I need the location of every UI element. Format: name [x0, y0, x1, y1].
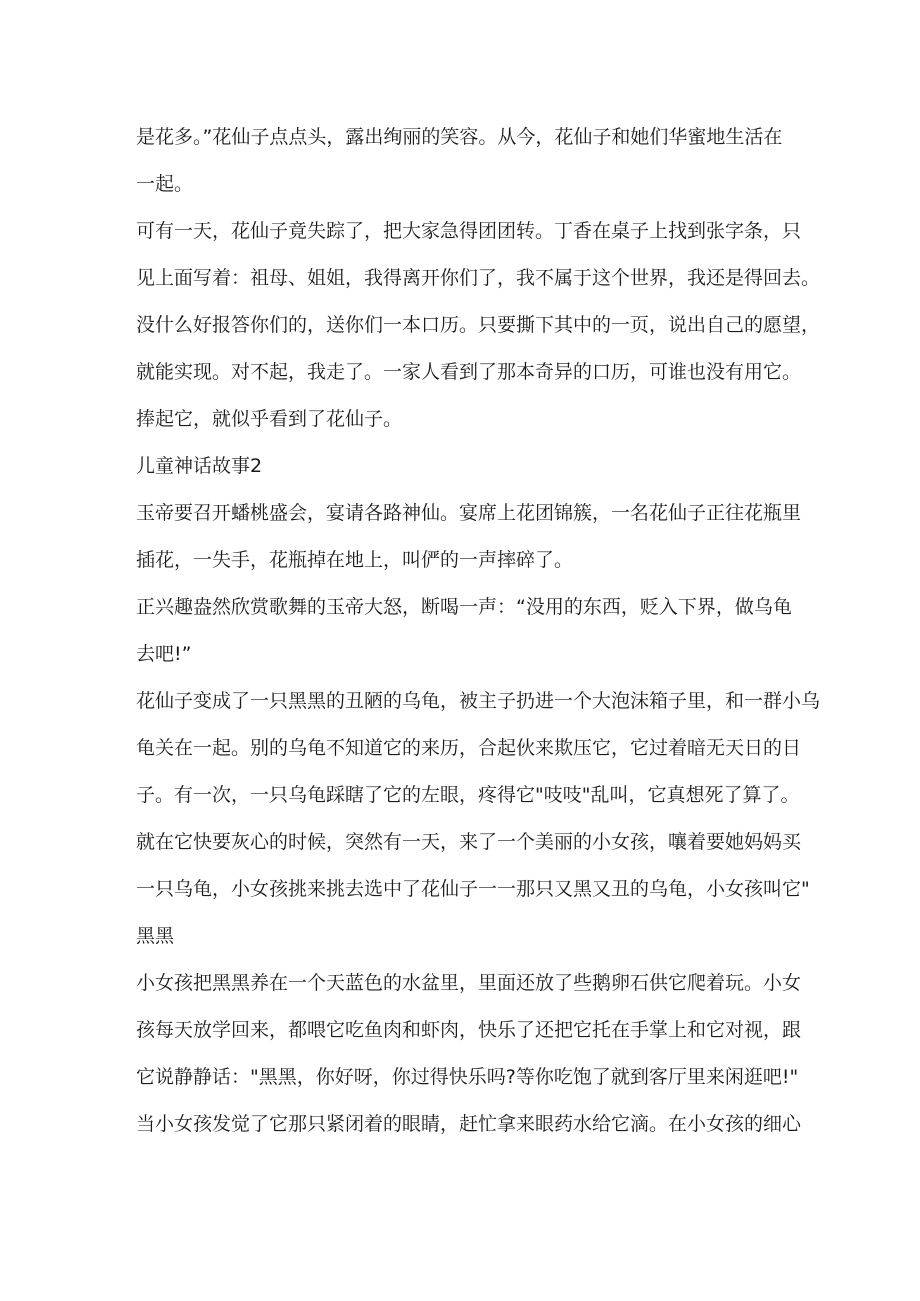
text-line: 捧起它，就似乎看到了花仙子。 — [136, 408, 403, 430]
text-line: 见上面写着：祖母、姐姐，我得离开你们了，我不属于这个世界，我还是得回去。 — [136, 267, 821, 289]
text-line: 插花，一失手，花瓶掉在地上，叫俨的一声摔碎了。 — [136, 549, 574, 571]
text-line: 一起。 — [136, 173, 194, 195]
text-line: 没什么好报答你们的，送你们一本口历。只要撕下其中的一页，说出自己的愿望， — [136, 314, 821, 336]
text-line: 黑黑 — [136, 925, 175, 947]
text-line: 就能实现。对不起，我走了。一家人看到了那本奇异的口历，可谁也没有用它。 — [136, 361, 802, 383]
text-line: 是花多。”花仙子点点头，露出绚丽的笑容。从今，花仙子和她们华蜜地生活在 — [136, 126, 783, 148]
text-line: 玉帝要召开蟠桃盛会，宴请各路神仙。宴席上花团锦簇，一名花仙子正往花瓶里 — [136, 502, 802, 524]
text-line: 就在它快要灰心的时候，突然有一天，来了一个美丽的小女孩，嚷着要她妈妈买 — [136, 831, 802, 853]
text-line: 子。有一次，一只乌龟踩瞎了它的左眼，疼得它"吱吱"乱叫，它真想死了算了。 — [136, 784, 800, 806]
text-line: 孩每天放学回来，都喂它吃鱼肉和虾肉，快乐了还把它托在手掌上和它对视，跟 — [136, 1019, 802, 1041]
document-body — [136, 114, 821, 1148]
text-line: 可有一天，花仙子竟失踪了，把大家急得团团转。丁香在桌子上找到张字条，只 — [136, 220, 802, 242]
text-line: 一只乌龟，小女孩挑来挑去选中了花仙子一一那只又黑又丑的乌龟，小女孩叫它" — [136, 878, 810, 900]
text-line: 小女孩把黑黑养在一个天蓝色的水盆里，里面还放了些鹅卵石供它爬着玩。小女 — [136, 972, 802, 994]
text-line: 花仙子变成了一只黑黑的丑陋的乌龟，被主子扔进一个大泡沫箱子里，和一群小乌 — [136, 690, 821, 712]
text-line: 正兴趣盎然欣赏歌舞的玉帝大怒，断喝一声：“没用的东西，贬入下界，做乌龟 — [136, 596, 792, 618]
section-heading: 儿童神话故事2 — [136, 455, 263, 477]
text-line: 龟关在一起。别的乌龟不知道它的来历，合起伙来欺压它，它过着暗无天日的日 — [136, 737, 802, 759]
text-line: 去吧!” — [136, 643, 192, 665]
text-line: 当小女孩发觉了它那只紧闭着的眼睛，赶忙拿来眼药水给它滴。在小女孩的细心 — [136, 1113, 802, 1135]
text-line: 它说静静话："黑黑，你好呀，你过得快乐吗?等你吃饱了就到客厅里来闲逛吧!" — [136, 1066, 799, 1088]
